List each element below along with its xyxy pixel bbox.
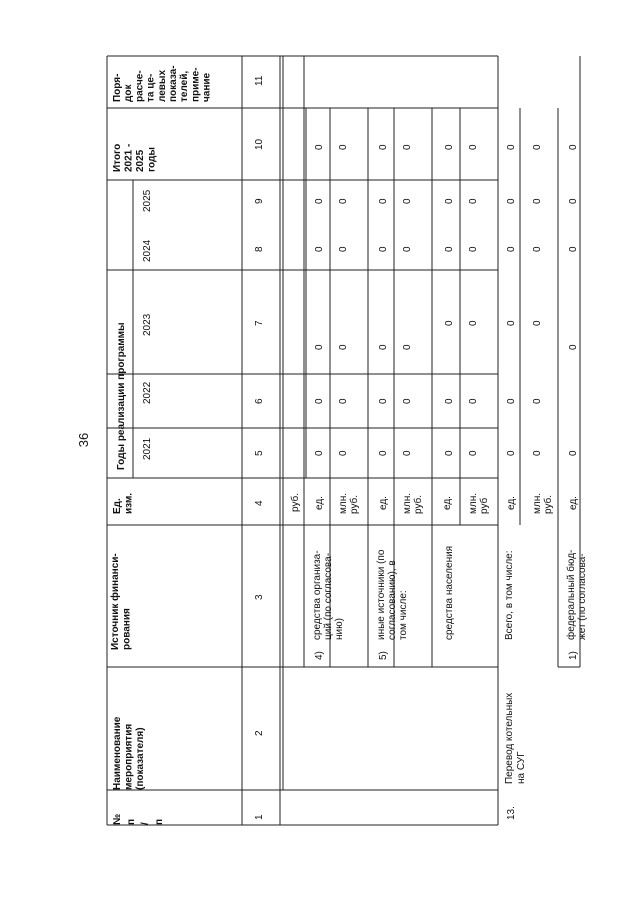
value-cell: 0: [468, 198, 479, 204]
source-cell-line: жет (по согласова-: [577, 553, 588, 640]
header-year: 2025: [142, 189, 153, 212]
value-cell: 0: [402, 344, 413, 350]
unit-cell: ед.: [442, 496, 453, 510]
header-order-line: приме-: [190, 67, 202, 102]
value-cell: 0: [444, 450, 455, 456]
value-cell: 0: [444, 246, 455, 252]
unit-cell: ед.: [378, 496, 389, 510]
header-name-line: (показателя): [135, 727, 146, 790]
header-name-line: Наименование: [112, 716, 123, 790]
source-cell-line: том числе:: [398, 590, 409, 640]
header-num-line: п: [154, 818, 165, 825]
unit-cell-line: млн.: [532, 492, 543, 514]
header-order-line: та це-: [145, 73, 157, 102]
col-number: 4: [254, 500, 265, 506]
value-cell: 0: [378, 344, 389, 350]
unit-cell: ед.: [568, 496, 579, 510]
value-cell: 0: [314, 144, 325, 150]
value-cell: 0: [314, 344, 325, 350]
col-number: 11: [254, 75, 265, 86]
value-cell: 0: [314, 246, 325, 252]
item-name-line: на СУГ: [516, 751, 527, 784]
unit-cell: ед.: [314, 496, 325, 510]
unit-cell: ед.: [506, 496, 517, 510]
unit-cell-line: руб.: [543, 494, 554, 514]
header-source-line: Источник финанси-: [110, 553, 121, 650]
col-number: 2: [254, 730, 265, 736]
value-cell: 0: [338, 144, 349, 150]
unit-cell-line: млн.: [468, 492, 479, 514]
item-number: 13.: [506, 806, 517, 820]
value-cell: 0: [338, 450, 349, 456]
header-source-line: рования: [121, 608, 133, 650]
col-number: 3: [254, 594, 265, 600]
header-unit-line: изм.: [123, 492, 135, 514]
value-cell: 0: [338, 398, 349, 404]
value-cell: 0: [568, 198, 579, 204]
value-cell: 0: [506, 450, 517, 456]
value-cell: 0: [532, 450, 543, 456]
unit-cell-line: руб: [479, 497, 490, 514]
header-total-line: 2025: [135, 149, 146, 172]
header-year: 2023: [142, 313, 153, 336]
item-name-line: Перевод котельных: [504, 692, 515, 784]
source-cell-line: нию): [334, 618, 345, 640]
col-number: 7: [254, 320, 265, 326]
header-order-line: показа-: [168, 65, 179, 102]
header-year: 2024: [142, 239, 153, 262]
col-number: 10: [254, 138, 265, 150]
value-cell: 0: [402, 144, 413, 150]
value-cell: 0: [338, 344, 349, 350]
value-cell: 0: [444, 320, 455, 326]
value-cell: 0: [338, 246, 349, 252]
item-number: 4): [314, 651, 325, 660]
value-cell: 0: [568, 450, 579, 456]
value-cell: 0: [468, 246, 479, 252]
value-cell: 0: [506, 144, 517, 150]
value-cell: 0: [314, 198, 325, 204]
value-cell: 0: [402, 198, 413, 204]
value-cell: 0: [532, 398, 543, 404]
source-cell-line: федеральный бюд-: [566, 549, 577, 640]
value-cell: 0: [444, 398, 455, 404]
header-total-line: Итого: [112, 143, 123, 172]
header-years-group: Годы реализации программы: [116, 322, 127, 470]
source-cell: средства населения: [444, 545, 455, 640]
source-cell-line: ций (по согласова-: [323, 552, 334, 640]
value-cell: 0: [568, 344, 579, 350]
source-cell: Всего, в том числе:: [504, 550, 515, 640]
value-cell: 0: [378, 246, 389, 252]
value-cell: 0: [532, 198, 543, 204]
value-cell: 0: [444, 144, 455, 150]
header-order-line: чание: [201, 72, 213, 102]
header-name-line: мероприятия: [123, 723, 135, 790]
item-number: 5): [378, 651, 389, 660]
value-cell: 0: [402, 246, 413, 252]
header-order-line: Поря-: [112, 73, 123, 102]
value-cell: 0: [568, 246, 579, 252]
value-cell: 0: [532, 144, 543, 150]
value-cell: 0: [568, 144, 579, 150]
value-cell: 0: [378, 398, 389, 404]
value-cell: 0: [506, 398, 517, 404]
value-cell: 0: [402, 450, 413, 456]
value-cell: 0: [532, 320, 543, 326]
header-order-line: телей,: [179, 70, 191, 102]
header-num-line: №: [112, 813, 123, 825]
value-cell: 0: [444, 198, 455, 204]
value-cell: 0: [378, 450, 389, 456]
header-total-line: 2021 -: [123, 143, 135, 172]
header-order-line: левых: [156, 69, 168, 102]
header-year: 2021: [142, 437, 153, 460]
value-cell: 0: [468, 320, 479, 326]
value-cell: 0: [314, 450, 325, 456]
col-number: 5: [254, 450, 265, 456]
source-cell-line: средства организа-: [312, 550, 323, 640]
col-number: 1: [254, 814, 265, 820]
value-cell: 0: [378, 198, 389, 204]
unit-cell-line: млн.: [338, 492, 349, 514]
header-year: 2022: [142, 381, 153, 404]
value-cell: 0: [506, 246, 517, 252]
value-cell: 0: [378, 144, 389, 150]
value-cell: 0: [314, 398, 325, 404]
value-cell: 0: [338, 198, 349, 204]
header-order-line: расче-: [134, 70, 146, 102]
col-number: 6: [254, 398, 265, 404]
source-cell-line: иные источники (по: [376, 549, 387, 640]
value-cell: 0: [402, 398, 413, 404]
header-order-line: док: [123, 84, 135, 102]
header-num-line: п: [126, 818, 137, 825]
unit-cell-line: млн.: [402, 492, 413, 514]
header-num-line: /: [140, 822, 151, 825]
item-number: 1): [568, 651, 579, 660]
value-cell: 0: [506, 198, 517, 204]
unit-cell: руб.: [290, 492, 301, 512]
page-number: 36: [76, 432, 91, 448]
col-number: 9: [254, 198, 265, 204]
value-cell: 0: [532, 246, 543, 252]
header-total-line: годы: [146, 147, 158, 172]
source-cell-line: согласованию), в: [387, 560, 398, 640]
value-cell: 0: [468, 144, 479, 150]
value-cell: 0: [468, 450, 479, 456]
col-number: 8: [254, 246, 265, 252]
value-cell: 0: [506, 320, 517, 326]
unit-cell-line: руб.: [413, 494, 424, 514]
header-unit-line: Ед.: [112, 498, 123, 514]
value-cell: 0: [468, 398, 479, 404]
unit-cell-line: руб.: [349, 494, 360, 514]
